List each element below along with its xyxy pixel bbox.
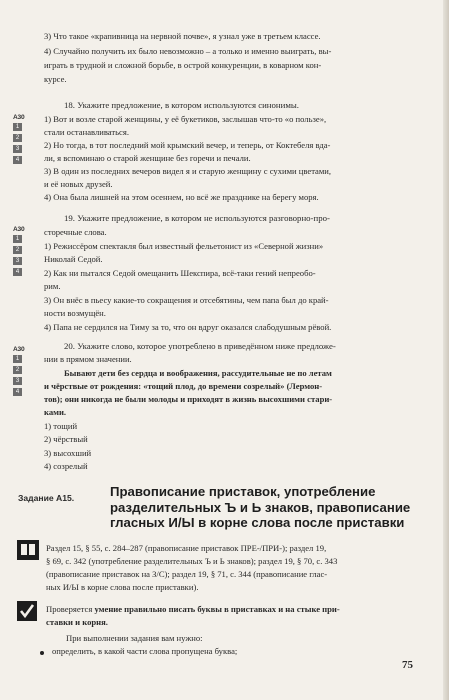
checks-skill: умение правильно писать буквы в приставках и на стыке при- [94,604,340,614]
q20-option: 1) тощий [44,421,78,431]
q19-line: рим. [44,281,61,291]
bullet-dot [40,651,44,655]
answer-box[interactable]: 1 [13,235,22,243]
checks-intro: Проверяется [46,604,95,614]
question-20-title-cont: нии в прямом значении. [44,354,132,364]
question-19-title-cont: сторечные слова. [44,227,107,237]
q18-line: и её новых друзей. [44,179,113,189]
q20-quote-line: Бывают дети без сердца и воображения, рассудительные не по летам [64,368,332,378]
page-number: 75 [402,659,413,671]
answer-box[interactable]: 1 [13,355,22,363]
question-19-title: 19. Укажите предложение, в котором не используются разговорно-про- [64,213,330,223]
q18-line: 3) В один из последних вечеров видел я и старую женщину с сухими цветами, [44,166,332,176]
answer-sidebar-q19 [13,226,27,279]
top-line-3: играть в трудной и сложной борьбе, в острой конкуренции, в коварном кон- [44,60,322,70]
checks-line-2: ставки и корня. [46,617,108,627]
answer-box[interactable]: 2 [13,366,22,374]
book-icon [17,540,39,560]
q19-line: Николай Седой. [44,254,103,264]
reference-line: ных И/Ы в корне слова после приставки). [46,582,199,592]
task-label: Задание А15. [18,493,75,503]
answer-box[interactable]: 4 [13,156,22,164]
checks-bullet-text: определить, в какой части слова пропущена буква; [52,646,238,656]
reference-line: (правописание приставок на З/С); раздел 19, § 71, с. 344 (правописание глас- [46,569,328,579]
q19-line: 2) Как ни пытался Седой омещанить Шекспира, всё-таки гений непреобо- [44,268,316,278]
q20-option: 3) высохший [44,448,92,458]
q18-line: 4) Она была лишней на этом осеннем, но всё же празднике на берегу моря. [44,192,319,202]
answer-box[interactable]: 2 [13,134,22,142]
q19-line: 1) Режиссёром спектакля был известный фельетонист из «Северной жизни» [44,241,324,251]
task-title-line-2: разделительных Ъ и Ь знаков, правописание [110,499,411,515]
q18-line: 1) Вот и возле старой женщины, у её букетиков, заслышав что-то «о пользе», [44,114,327,124]
task-code: А30 [13,114,25,121]
q18-line: 2) Но тогда, в тот последний мой крымский вечер, и теперь, от Коктебеля вда- [44,140,331,150]
top-line-4: курсе. [44,74,67,84]
answer-sidebar-q18 [13,114,27,167]
question-20-title: 20. Укажите слово, которое употреблено в приведённом ниже предложе- [64,341,336,351]
q20-option: 4) созрелый [44,461,88,471]
top-line-2: 4) Случайно получить их было невозможно – а только и именно выиграть, вы- [44,46,332,56]
task-title-line-1: Правописание приставок, употребление [110,484,376,499]
q20-quote-line: и чёрствые от рождения: «тощий плод, до времени созрелый» (Лермон- [44,381,323,391]
page-edge [443,0,449,700]
answer-box[interactable]: 4 [13,388,22,396]
question-18-title: 18. Укажите предложение, в котором используются синонимы. [64,100,299,110]
task-code: А30 [13,346,25,353]
checks-line-3: При выполнении задания вам нужно: [66,633,203,643]
reference-line: Раздел 15, § 55, с. 284–287 (правописание приставок ПРЕ-/ПРИ-); раздел 19, [46,543,327,553]
answer-box[interactable]: 1 [13,123,22,131]
q19-line: 3) Он внёс в пьесу какие-то сокращения и отсебятины, чем папа был до край- [44,295,329,305]
answer-box[interactable]: 2 [13,246,22,254]
q20-quote-line: тов); они никогда не были молоды и приходят в жизнь высохшими стари- [44,394,333,404]
q19-line: ности возмущён. [44,308,106,318]
answer-box[interactable]: 3 [13,145,22,153]
q20-quote-line: ками. [44,407,67,417]
q18-line: стали останавливаться. [44,127,129,137]
checkmark-icon [17,601,37,621]
task-title-line-3: гласных И/Ы в корне слова после приставки [110,515,405,530]
q20-option: 2) чёрствый [44,434,88,444]
task-code: А30 [13,226,25,233]
answer-box[interactable]: 3 [13,257,22,265]
top-line-1: 3) Что такое «крапивница на нервной почве», я узнал уже в третьем классе. [44,31,321,41]
q18-line: ли, я вспоминаю о старой женщине без горечи и печали. [44,153,251,163]
checks-line-1 [46,604,340,616]
reference-line: § 69, с. 342 (употребление разделительных Ъ и Ь знаков); раздел 19, § 70, с. 343 [46,556,338,566]
answer-sidebar-q20 [13,346,27,399]
answer-box[interactable]: 4 [13,268,22,276]
q19-line: 4) Папа не сердился на Тиму за то, что он вдруг оказался слабодушным рёвой. [44,322,332,332]
answer-box[interactable]: 3 [13,377,22,385]
